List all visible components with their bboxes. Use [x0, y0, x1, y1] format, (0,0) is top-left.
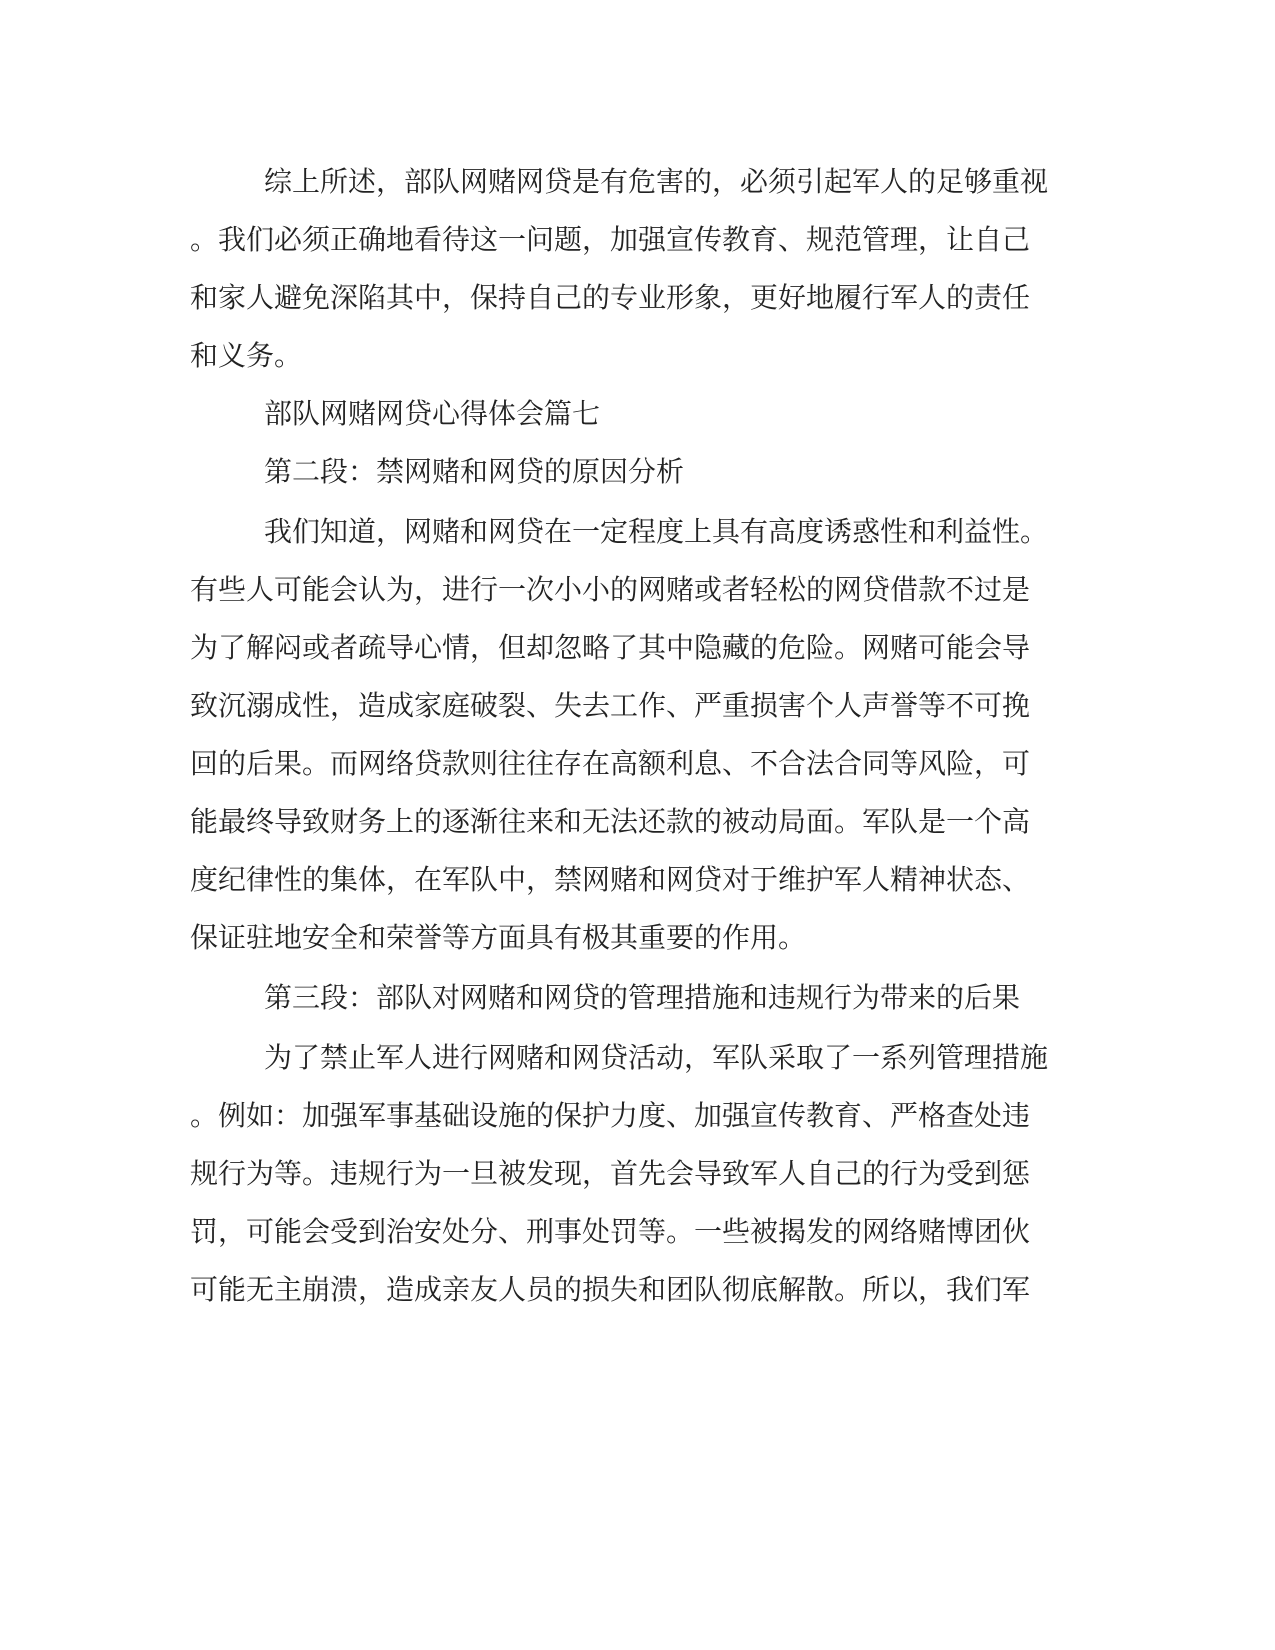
paragraph-conclusion-line-3: 和家人避免深陷其中，保持自己的专业形象，更好地履行军人的责任	[190, 281, 1031, 314]
section-heading-part-seven: 部队网赌网贷心得体会篇七	[264, 397, 601, 430]
paragraph-measures-line-4: 罚，可能会受到治安处分、刑事处罚等。一些被揭发的网络赌博团伙	[190, 1215, 1031, 1248]
paragraph-measures-line-3: 规行为等。违规行为一旦被发现，首先会导致军人自己的行为受到惩	[190, 1157, 1031, 1190]
paragraph-reasons-line-4: 致沉溺成性，造成家庭破裂、失去工作、严重损害个人声誉等不可挽	[190, 689, 1031, 722]
paragraph-measures-line-1: 为了禁止军人进行网赌和网贷活动，军队采取了一系列管理措施	[264, 1041, 1049, 1074]
paragraph-conclusion-line-4: 和义务。	[190, 339, 303, 372]
paragraph-conclusion-line-2: 。我们必须正确地看待这一问题，加强宣传教育、规范管理，让自己	[190, 223, 1031, 256]
section-heading-third-paragraph: 第三段：部队对网赌和网贷的管理措施和违规行为带来的后果	[264, 981, 1021, 1014]
paragraph-reasons-line-6: 能最终导致财务上的逐渐往来和无法还款的被动局面。军队是一个高	[190, 805, 1031, 838]
paragraph-reasons-line-5: 回的后果。而网络贷款则往往存在高额利息、不合法合同等风险，可	[190, 747, 1031, 780]
paragraph-reasons-line-1: 我们知道，网赌和网贷在一定程度上具有高度诱惑性和利益性。	[264, 515, 1049, 548]
paragraph-measures-line-5: 可能无主崩溃，造成亲友人员的损失和团队彻底解散。所以，我们军	[190, 1273, 1031, 1306]
paragraph-reasons-line-8: 保证驻地安全和荣誉等方面具有极其重要的作用。	[190, 921, 807, 954]
section-heading-second-paragraph: 第二段：禁网赌和网贷的原因分析	[264, 455, 685, 488]
paragraph-conclusion-line-1: 综上所述，部队网赌网贷是有危害的，必须引起军人的足够重视	[264, 165, 1049, 198]
paragraph-measures-line-2: 。例如：加强军事基础设施的保护力度、加强宣传教育、严格查处违	[190, 1099, 1031, 1132]
paragraph-reasons-line-2: 有些人可能会认为，进行一次小小的网赌或者轻松的网贷借款不过是	[190, 573, 1031, 606]
paragraph-reasons-line-3: 为了解闷或者疏导心情，但却忽略了其中隐藏的危险。网赌可能会导	[190, 631, 1031, 664]
paragraph-reasons-line-7: 度纪律性的集体，在军队中，禁网赌和网贷对于维护军人精神状态、	[190, 863, 1031, 896]
